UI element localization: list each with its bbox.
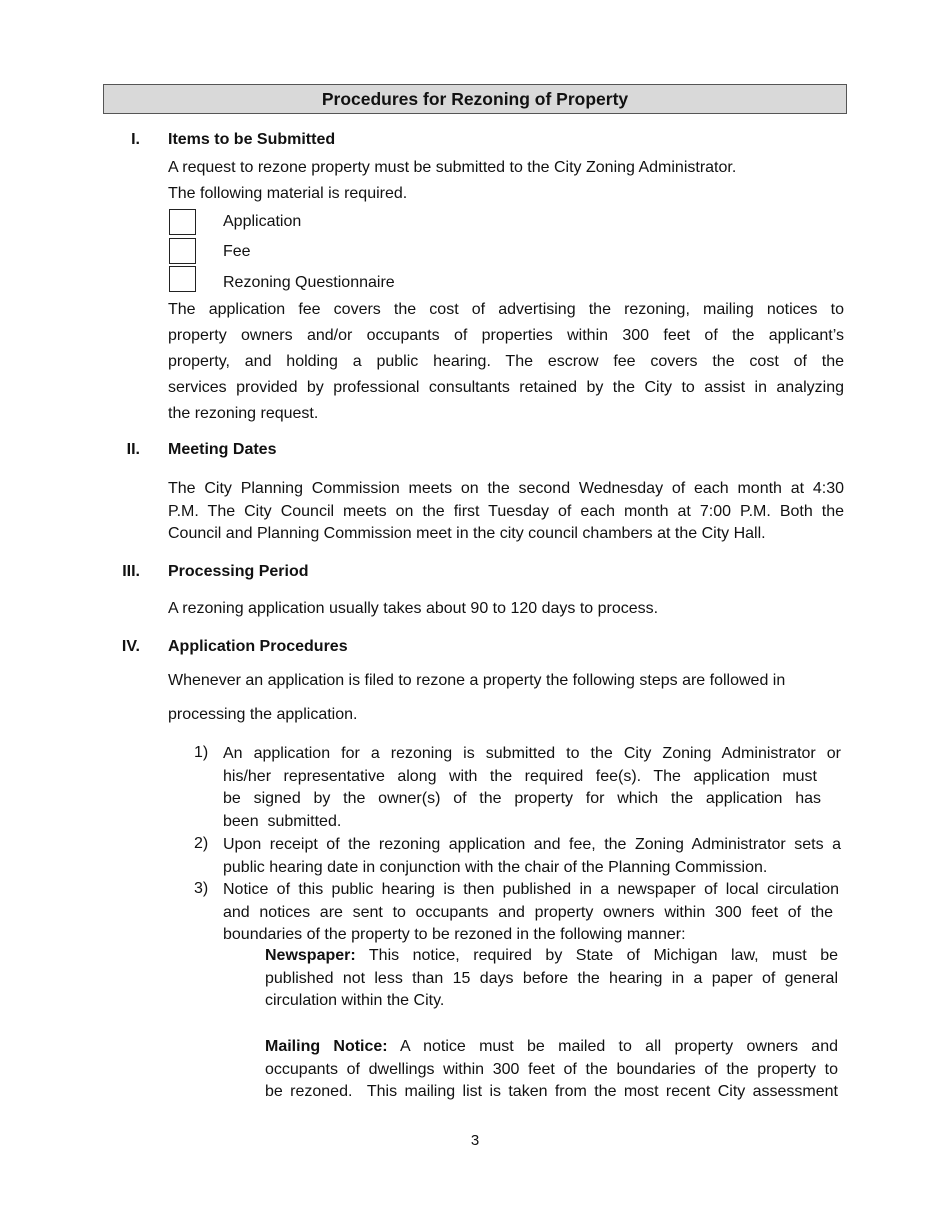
page-number: 3	[470, 1132, 480, 1149]
text-line: boundaries of the property to be rezoned in the following manner:	[223, 926, 686, 944]
text-line	[265, 945, 838, 968]
text-line: services provided by professional consultants retained by the City to assist in analyzing	[168, 379, 844, 396]
text-line: Upon receipt of the rezoning application and fee, the Zoning Administrator sets a	[223, 836, 841, 853]
text-line: The application fee covers the cost of advertising the rezoning, mailing notices to	[168, 301, 844, 318]
section-1-heading: Items to be Submitted	[168, 131, 336, 148]
mailing-notice	[265, 1036, 838, 1104]
checkbox-application[interactable]	[169, 209, 196, 235]
checkbox-rezoning-questionnaire[interactable]	[169, 266, 196, 292]
section-1-numeral: I.	[131, 131, 140, 148]
text-line: and notices are sent to occupants and property owners within 300 feet of the	[223, 903, 833, 921]
text-line: be signed by the owner(s) of the property for which the application has	[223, 790, 821, 808]
section-4-intro-line-1: Whenever an application is filed to rezone a property the following steps are followed in	[168, 672, 786, 689]
mailing-label: Mailing Notice:	[265, 1038, 388, 1055]
mailing-line-1: A notice must be mailed to all property owners and	[387, 1038, 838, 1055]
text-line: property, and holding a public hearing. The escrow fee covers the cost of the	[168, 353, 844, 370]
page-title: Procedures for Rezoning of Property	[103, 84, 847, 114]
section-4-heading: Application Procedures	[168, 638, 348, 655]
checkbox-fee[interactable]	[169, 238, 196, 264]
text-line: public hearing date in conjunction with the chair of the Planning Commission.	[223, 858, 768, 876]
section-2-heading: Meeting Dates	[168, 441, 277, 458]
text-line: Council and Planning Commission meet in the city council chambers at the City Hall.	[168, 525, 766, 543]
checklist-label-fee: Fee	[223, 243, 251, 260]
text-line: published not less than 15 days before the hearing in a paper of general	[265, 969, 838, 987]
section-1-intro	[168, 155, 844, 207]
text-line: An application for a rezoning is submitted to the City Zoning Administrator or	[223, 745, 841, 762]
section-3-numeral: III.	[122, 563, 140, 580]
text-line: Notice of this public hearing is then published in a newspaper of local circulation	[223, 881, 839, 898]
text-line: property owners and/or occupants of properties within 300 feet of the applicant’s	[168, 327, 844, 344]
newspaper-line-1: This notice, required by State of Michigan law, must be	[355, 947, 838, 964]
text-line: his/her representative along with the required fee(s). The application must	[223, 767, 817, 785]
checklist-label-questionnaire: Rezoning Questionnaire	[223, 274, 395, 291]
text-line: P.M. The City Council meets on the first Tuesday of each month at 7:00 P.M. Both the	[168, 502, 844, 520]
text-line: occupants of dwellings within 300 feet of the boundaries of the property to	[265, 1060, 838, 1078]
text-line: The following material is required.	[168, 185, 408, 202]
text-line: the rezoning request.	[168, 405, 319, 422]
step-3-text	[223, 879, 841, 947]
newspaper-label: Newspaper:	[265, 947, 356, 964]
text-line: The City Planning Commission meets on the second Wednesday of each month at 4:30	[168, 480, 844, 497]
text-line: been submitted.	[223, 813, 342, 831]
step-1-number: 1)	[194, 744, 209, 761]
step-3-number: 3)	[194, 880, 209, 897]
section-2-numeral: II.	[126, 441, 140, 458]
text-line: circulation within the City.	[265, 992, 445, 1009]
text-line: A request to rezone property must be submitted to the City Zoning Administrator.	[168, 159, 737, 176]
text-line	[265, 1036, 838, 1059]
section-4-intro-line-2: processing the application.	[168, 706, 358, 723]
section-1-body	[168, 297, 844, 427]
step-2-number: 2)	[194, 835, 209, 852]
text-line: be rezoned. This mailing list is taken from the most recent City assessment	[265, 1083, 838, 1100]
section-2-body	[168, 478, 844, 546]
newspaper-notice	[265, 945, 838, 1013]
checklist-label-application: Application	[223, 213, 302, 230]
section-4-numeral: IV.	[121, 638, 140, 655]
section-3-heading: Processing Period	[168, 563, 309, 580]
step-2-text	[223, 834, 841, 879]
step-1-text	[223, 743, 841, 834]
section-3-body: A rezoning application usually takes about 90 to 120 days to process.	[168, 600, 659, 617]
